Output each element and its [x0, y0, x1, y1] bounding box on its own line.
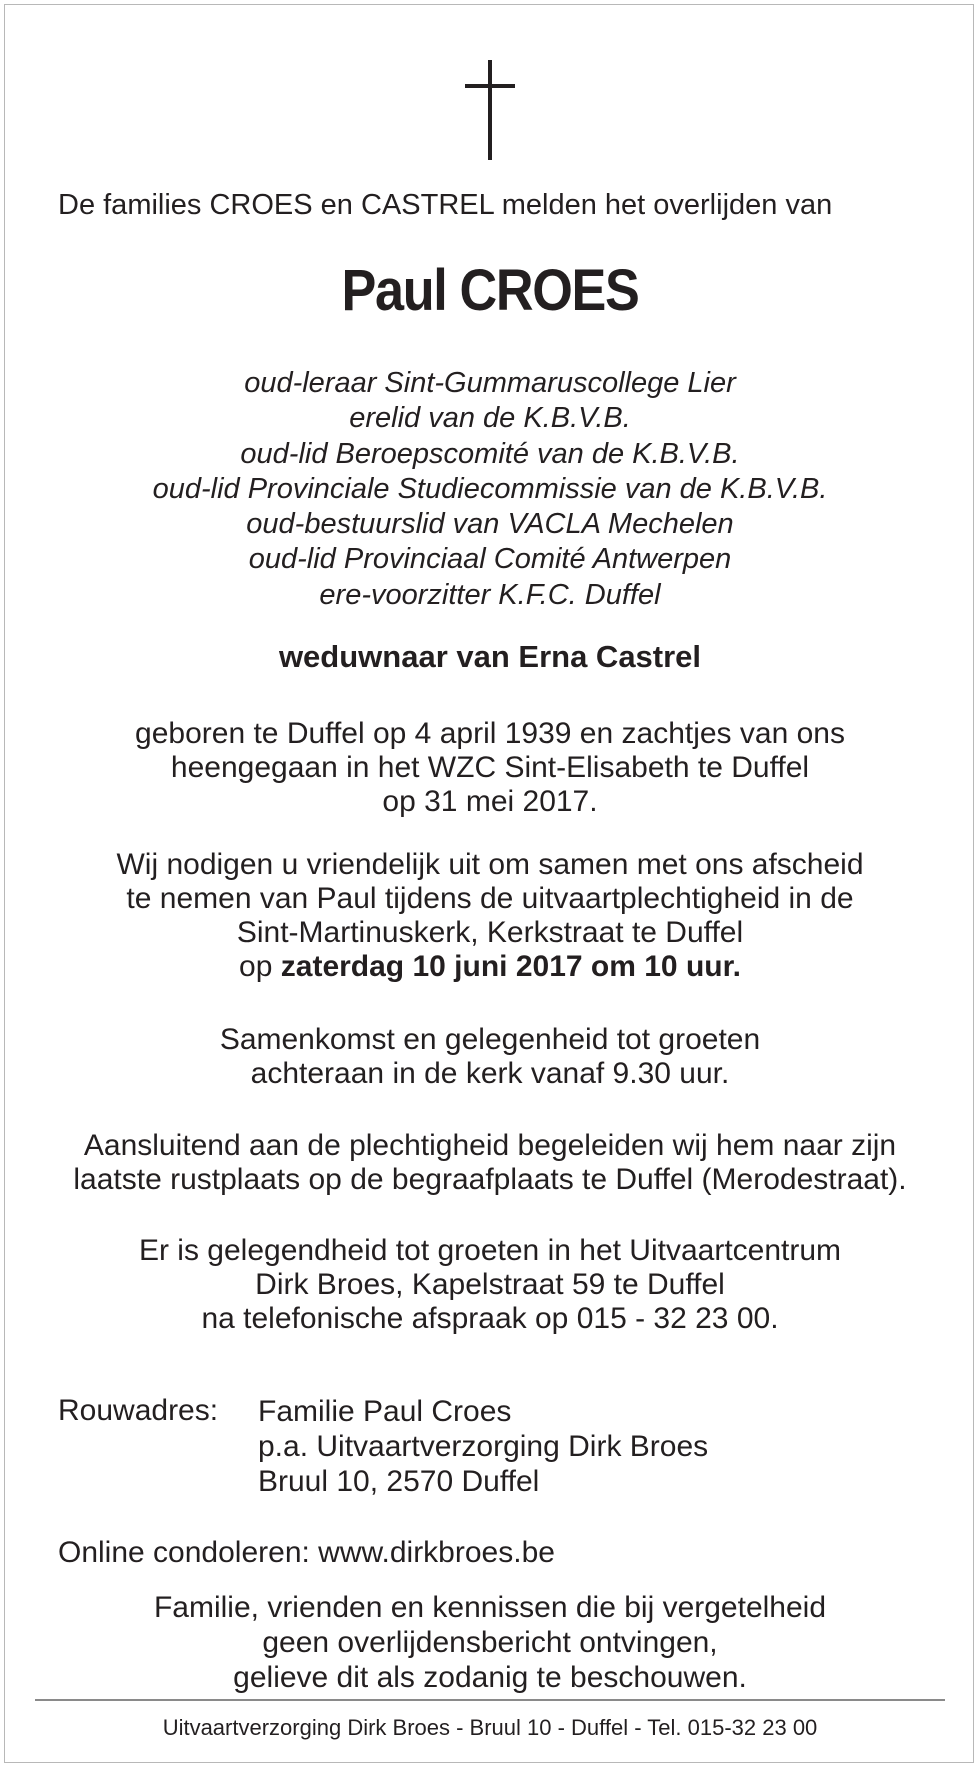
paragraph-line: geboren te Duffel op 4 april 1939 en zachtjes van ons	[135, 717, 845, 750]
meeting-paragraph	[0, 1023, 980, 1091]
paragraph-line: Dirk Broes, Kapelstraat 59 te Duffel	[255, 1268, 725, 1301]
honorary-titles	[0, 366, 980, 613]
paragraph-line: na telefonische afspraak op 015 - 32 23 00.	[201, 1302, 779, 1335]
title-line: oud-leraar Sint-Gummaruscollege Lier	[244, 367, 736, 399]
paragraph-line: Sint-Martinuskerk, Kerkstraat te Duffel	[236, 916, 744, 949]
title-line: erelid van de K.B.V.B.	[349, 402, 631, 435]
paragraph-line: op 31 mei 2017.	[382, 785, 598, 818]
address-line: Bruul 10, 2570 Duffel	[258, 1465, 540, 1498]
funeral-date: zaterdag 10 juni 2017 om 10 uur.	[280, 950, 741, 983]
title-line: oud-bestuurslid van VACLA Mechelen	[246, 508, 734, 541]
widower-line: weduwnaar van Erna Castrel	[278, 639, 702, 674]
paragraph-line: laatste rustplaats op de begraafplaats te Duffel (Merodestraat).	[73, 1163, 907, 1196]
title-line: oud-lid Provinciale Studiecommissie van de K.B.V.B.	[152, 472, 828, 505]
title-line: oud-lid Provinciaal Comité Antwerpen	[248, 543, 732, 576]
funeral-date-line	[0, 950, 980, 984]
paragraph-line: Wij nodigen u vriendelijk uit om samen met ons afscheid	[116, 848, 864, 881]
online-condolence-link[interactable]: Online condoleren: www.dirkbroes.be	[58, 1536, 555, 1569]
footer-funeral-home: Uitvaartverzorging Dirk Broes - Bruul 10 - Duffel - Tel. 015-32 23 00	[162, 1715, 818, 1740]
paragraph-line: Aansluitend aan de plechtigheid begeleiden wij hem naar zijn	[83, 1129, 897, 1162]
deceased-name: Paul CROES	[341, 258, 639, 323]
announcement-intro: De families CROES en CASTREL melden het overlijden van	[58, 189, 833, 221]
paragraph-line: te nemen van Paul tijdens de uitvaartplechtigheid in de	[126, 882, 854, 915]
title-line: oud-lid Beroepscomité van de K.B.V.B.	[240, 437, 740, 470]
divider	[35, 1699, 945, 1701]
paragraph-line: heengegaan in het WZC Sint-Elisabeth te Duffel	[170, 751, 810, 784]
paragraph-line: Er is gelegendheid tot groeten in het Uitvaartcentrum	[138, 1234, 842, 1267]
funeral-invitation	[0, 848, 980, 984]
paragraph-line: Samenkomst en gelegenheid tot groeten	[219, 1023, 761, 1056]
address-line: Familie Paul Croes	[258, 1395, 512, 1428]
date-prefix: op	[239, 950, 281, 983]
greeting-paragraph	[0, 1234, 980, 1336]
cross-icon	[460, 60, 520, 160]
paragraph-line: achteraan in de kerk vanaf 9.30 uur.	[250, 1057, 730, 1090]
paragraph-line: geen overlijdensbericht ontvingen,	[262, 1626, 718, 1659]
burial-paragraph	[0, 1129, 980, 1197]
paragraph-line: Familie, vrienden en kennissen die bij vergetelheid	[153, 1591, 827, 1624]
notice-paragraph	[0, 1590, 980, 1695]
mourning-address-label: Rouwadres:	[58, 1394, 219, 1427]
title-line: ere-voorzitter K.F.C. Duffel	[319, 578, 661, 611]
birth-death-paragraph	[0, 717, 980, 819]
paragraph-line: gelieve dit als zodanig te beschouwen.	[233, 1661, 747, 1694]
mourning-address	[258, 1394, 708, 1499]
address-line: p.a. Uitvaartverzorging Dirk Broes	[258, 1430, 709, 1463]
